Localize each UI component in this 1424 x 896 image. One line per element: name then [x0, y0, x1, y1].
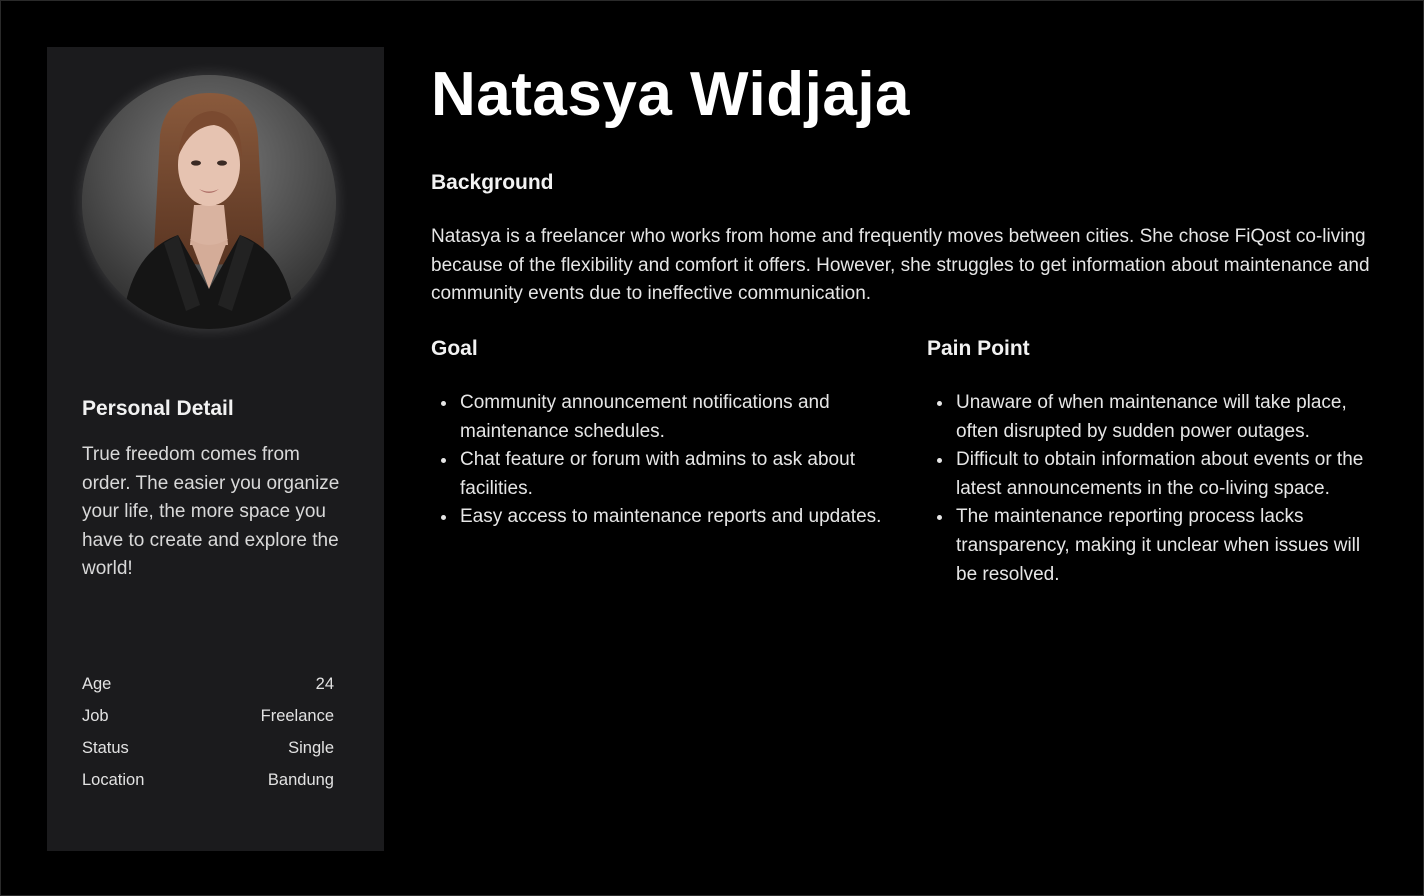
detail-row-status — [82, 739, 334, 771]
detail-value: 24 — [315, 675, 334, 693]
detail-label: Age — [82, 675, 112, 693]
goal-list — [431, 389, 886, 532]
detail-label: Job — [82, 707, 109, 725]
list-item: Chat feature or forum with admins to ask about facilities. — [431, 446, 886, 503]
list-item: Difficult to obtain information about events or the latest announcements in the co-living space. — [927, 446, 1382, 503]
goal-heading: Goal — [431, 337, 478, 360]
background-text: Natasya is a freelancer who works from home and frequently moves between cities. She chose FiQost co-living because of the flexibility and comfort it offers. However, she struggles to get information about maintenance and community events due to ineffective communication. — [431, 226, 1370, 305]
detail-value: Bandung — [267, 771, 334, 789]
pain-point-heading: Pain Point — [927, 337, 1030, 360]
personal-detail-panel — [47, 47, 384, 851]
pain-point-list — [927, 389, 1382, 589]
detail-label: Status — [82, 739, 129, 757]
background-heading: Background — [431, 171, 554, 194]
persona-name: Natasya Widjaja — [431, 60, 911, 129]
detail-label: Location — [82, 771, 145, 789]
list-item: The maintenance reporting process lacks transparency, making it unclear when issues will be resolved. — [927, 503, 1382, 589]
avatar — [82, 75, 336, 329]
list-item: Easy access to maintenance reports and updates. — [431, 503, 886, 532]
list-item: Unaware of when maintenance will take place, often disrupted by sudden power outages. — [927, 389, 1382, 446]
personal-detail-list — [82, 675, 334, 803]
detail-row-age — [82, 675, 334, 707]
detail-value: Freelance — [260, 707, 334, 725]
personal-quote: True freedom comes from order. The easier you organize your life, the more space you have to create and explore the world! — [82, 444, 340, 580]
detail-row-location — [82, 771, 334, 803]
detail-value: Single — [288, 739, 334, 757]
personal-detail-heading: Personal Detail — [82, 397, 234, 420]
avatar-portrait-illustration — [82, 75, 336, 329]
list-item: Community announcement notifications and maintenance schedules. — [431, 389, 886, 446]
detail-row-job — [82, 707, 334, 739]
